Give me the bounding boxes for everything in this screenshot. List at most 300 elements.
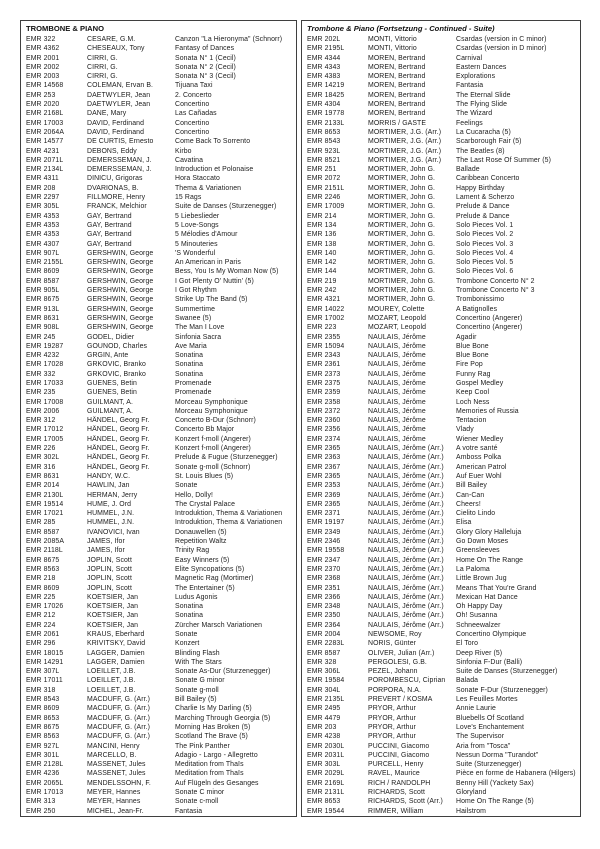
catalog-row [307,174,580,183]
ref-cell: EMR 4236 [26,770,60,778]
catalog-row [307,333,580,342]
composer-cell: MORTIMER, John G. [368,249,436,257]
ref-cell: EMR 17021 [26,510,64,518]
catalog-row [26,621,296,630]
catalog-row [26,100,296,109]
ref-cell: EMR 2375 [307,379,341,387]
composer-cell: OLIVER, Julian (Arr.) [368,649,435,657]
catalog-row [26,518,296,527]
ref-cell: EMR 8653 [26,714,60,722]
title-cell: 5 Mélodies d'Amour [175,231,238,239]
composer-cell: DE CURTIS, Ernesto [87,138,154,146]
composer-cell: GRGIN, Ante [87,352,129,360]
title-cell: Solo Pieces Vol. 2 [456,231,514,239]
catalog-row [26,249,296,258]
catalog-row [26,453,296,462]
composer-cell: JOPLIN, Scott [87,556,132,564]
catalog-row [26,714,296,723]
ref-cell: EMR 8543 [26,696,60,704]
composer-cell: NAULAIS, Jérôme [368,352,426,360]
composer-cell: JAMES, Ifor [87,538,125,546]
title-cell: Blinding Flash [175,649,220,657]
catalog-row [26,137,296,146]
title-cell: Sinfonia F-Dur (Balli) [456,658,523,666]
composer-cell: MEYER, Hannes [87,789,141,797]
catalog-row [307,193,580,202]
composer-cell: NAULAIS, Jérôme [368,361,426,369]
composer-cell: NAULAIS, Jérôme (Arr.) [368,463,444,471]
title-cell: Memories of Russia [456,407,519,415]
catalog-row [26,593,296,602]
ref-cell: EMR 301L [26,751,60,759]
catalog-row [26,323,296,332]
composer-cell: NAULAIS, Jérôme (Arr.) [368,519,444,527]
ref-cell: EMR 8675 [26,723,60,731]
ref-cell: EMR 8675 [26,296,60,304]
title-cell: Prelude & Fugue (Sturzenegger) [175,454,278,462]
catalog-row [307,360,580,369]
title-cell: Solo Pieces Vol. 1 [456,221,514,229]
ref-cell: EMR 2358 [307,398,341,406]
ref-cell: EMR 2133L [307,119,345,127]
composer-cell: PRYOR, Arthur [368,733,416,741]
catalog-row [307,463,580,472]
ref-cell: EMR 14577 [26,138,64,146]
ref-cell: EMR 2071L [26,156,64,164]
title-cell: Wiener Medley [456,435,504,443]
composer-cell: NAULAIS, Jérôme [368,417,426,425]
composer-cell: MOREN, Bertrand [368,101,426,109]
title-cell: Kirbo [175,147,192,155]
ref-cell: EMR 212 [26,612,56,620]
ref-cell: EMR 2368 [307,575,341,583]
title-cell: Cheers! [456,500,481,508]
title-cell: Caribbean Concerto [456,175,520,183]
composer-cell: MENDELSSOHN, F. [87,779,151,787]
title-cell: Elite Syncopations (5) [175,565,245,573]
ref-cell: EMR 251 [307,166,337,174]
catalog-row [26,119,296,128]
composer-cell: PUCCINI, Giacomo [368,751,430,759]
catalog-row [26,537,296,546]
composer-cell: NAULAIS, Jérôme (Arr.) [368,482,444,490]
title-cell: Ave Maria [175,342,207,350]
ref-cell: EMR 2118L [26,547,63,555]
composer-cell: HÄNDEL, Georg Fr. [87,426,150,434]
catalog-row [26,202,296,211]
composer-cell: NAULAIS, Jérôme (Arr.) [368,621,444,629]
catalog-row [307,602,580,611]
ref-cell: EMR 134 [307,221,337,229]
catalog-row [26,565,296,574]
title-cell: Gospel Medley [456,379,504,387]
ref-cell: EMR 2355 [307,333,341,341]
catalog-row [307,277,580,286]
title-cell: Sonatina [175,370,204,378]
catalog-row [307,797,580,806]
ref-cell: EMR 2365 [307,472,341,480]
title-cell: Swanee (5) [175,314,212,322]
title-cell: Fire Pop [456,361,483,369]
composer-cell: NAULAIS, Jérôme (Arr.) [368,603,444,611]
catalog-row [26,788,296,797]
catalog-row [307,546,580,555]
catalog-row [26,649,296,658]
ref-cell: EMR 8587 [26,277,60,285]
title-cell: Home On The Range [456,556,524,564]
title-cell: Sonate [175,631,198,638]
composer-cell: LAGGER, Damien [87,658,145,666]
title-cell: Les Feuilles Mortes [456,696,518,704]
ref-cell: EMR 908L [26,324,60,332]
catalog-row [26,72,296,81]
ref-cell: EMR 2370 [307,565,341,573]
title-cell: Eastern Dances [456,63,507,71]
title-cell: Morceau Symphonique [175,407,248,415]
catalog-row [26,751,296,760]
title-cell: Repetition Waltz [175,538,227,546]
ref-cell: EMR 923L [307,147,341,155]
catalog-row [26,723,296,732]
composer-cell: GERSHWIN, George [87,324,154,332]
title-cell: Love's Enchantement [456,723,524,731]
composer-cell: GERSHWIN, George [87,249,154,257]
composer-cell: MOREN, Bertrand [368,110,426,118]
composer-cell: NAULAIS, Jérôme (Arr.) [368,584,444,592]
composer-cell: DAVID, Ferdinand [87,119,145,127]
title-cell: Mexican Hat Dance [456,593,518,601]
title-cell: Scarborough Fair (5) [456,138,522,146]
ref-cell: EMR 2072 [307,175,341,183]
composer-cell: MORRIS / GASTE [368,119,427,127]
catalog-row [307,72,580,81]
ref-cell: EMR 4343 [307,63,341,71]
composer-cell: KRAUS, Eberhard [87,631,145,638]
composer-cell: KOETSIER, Jan [87,612,139,620]
composer-cell: IVANOVICI, Ivan [87,528,140,536]
ref-cell: EMR 214 [307,212,337,220]
title-cell: Solo Pieces Vol. 6 [456,268,514,276]
catalog-row [307,370,580,379]
ref-cell: EMR 2151L [307,184,345,192]
ref-cell: EMR 8543 [307,138,341,146]
catalog-row [26,481,296,490]
title-cell: Concertino [175,128,210,136]
composer-cell: DAVID, Ferdinand [87,128,145,136]
ref-cell: EMR 2353 [307,482,341,490]
catalog-row [307,593,580,602]
catalog-row [307,537,580,546]
catalog-row [307,584,580,593]
ref-cell: EMR 144 [307,268,337,276]
ref-cell: EMR 2085A [26,538,65,546]
title-cell: 2. Concerto [175,91,212,99]
composer-cell: MOZART, Leopold [368,314,427,322]
title-cell: Vlady [456,426,474,434]
composer-cell: GERSHWIN, George [87,314,154,322]
composer-cell: NAULAIS, Jérôme (Arr.) [368,565,444,573]
catalog-row [307,481,580,490]
ref-cell: EMR 18425 [307,91,345,99]
ref-cell: EMR 8653 [307,128,341,136]
catalog-row [26,416,296,425]
ref-cell: EMR 19544 [307,807,345,815]
catalog-row [26,528,296,537]
catalog-row [307,379,580,388]
title-cell: Concertino [175,101,210,109]
title-cell: Solo Pieces Vol. 5 [456,259,514,267]
title-cell: St. Louis Blues (5) [175,472,234,480]
composer-cell: MOREN, Bertrand [368,73,426,81]
ref-cell: EMR 2346 [307,538,341,546]
ref-cell: EMR 2283L [307,640,345,648]
composer-cell: RAVEL, Maurice [368,770,420,778]
catalog-row [307,742,580,751]
title-cell: An American in Paris [175,259,241,267]
composer-cell: NAULAIS, Jérôme (Arr.) [368,547,444,555]
catalog-row [307,695,580,704]
ref-cell: EMR 2020 [26,101,60,109]
catalog-row [26,463,296,472]
composer-cell: PURCELL, Henry [368,761,424,769]
title-cell: Trombonissimo [456,296,505,304]
composer-cell: NEWSOME, Roy [368,631,422,638]
title-cell: Lament & Scherzo [456,194,515,202]
title-cell: Charlie Is My Darling (5) [175,705,252,713]
catalog-row [26,444,296,453]
ref-cell: EMR 304L [307,686,341,694]
composer-cell: PRYOR, Arthur [368,705,416,713]
composer-cell: MORTIMER, J.G. (Arr.) [368,147,442,155]
ref-cell: EMR 17008 [26,398,64,406]
ref-cell: EMR 17003 [26,119,64,127]
ref-cell: EMR 2030L [307,742,345,750]
ref-cell: EMR 19514 [26,500,64,508]
title-cell: Sonate c-moll [175,798,219,806]
title-cell: Fantasy of Dances [175,45,235,53]
ref-cell: EMR 19584 [307,677,345,685]
title-cell: Schneewalzer [456,621,501,629]
catalog-row [26,174,296,183]
catalog-row [307,435,580,444]
ref-cell: EMR 8609 [26,584,60,592]
catalog-row [26,81,296,90]
ref-cell: EMR 316 [26,463,56,471]
catalog-row [307,165,580,174]
ref-cell: EMR 253 [26,91,56,99]
ref-cell: EMR 14291 [26,658,64,666]
catalog-row [26,602,296,611]
composer-cell: HUMMEL, J.N. [87,510,135,518]
catalog-row [307,769,580,778]
ref-cell: EMR 17028 [26,361,64,369]
title-cell: Sonate C minor [175,789,225,797]
title-cell: Sonatina [175,361,204,369]
title-cell: Can-Can [456,491,485,499]
title-cell: Ballade [456,166,480,174]
catalog-row [26,584,296,593]
composer-cell: MOREN, Bertrand [368,82,426,90]
catalog-row [26,258,296,267]
title-cell: Konzert f-moll (Angerer) [175,435,251,443]
composer-cell: GERSHWIN, George [87,305,154,313]
composer-cell: HÄNDEL, Georg Fr. [87,454,150,462]
ref-cell: EMR 2168L [26,110,64,118]
catalog-row [307,509,580,518]
ref-cell: EMR 8563 [26,565,60,573]
catalog-row [307,723,580,732]
title-cell: Auf Euer Wohl [456,472,502,480]
composer-cell: MORTIMER, John G. [368,166,436,174]
composer-cell: MACDUFF, G. (Arr.) [87,733,151,741]
catalog-row [307,658,580,667]
catalog-row [26,546,296,555]
catalog-row [26,695,296,704]
ref-cell: EMR 250 [26,807,56,815]
composer-cell: HUMMEL, J.N. [87,519,135,527]
ref-cell: EMR 245 [26,333,56,341]
composer-cell: JOPLIN, Scott [87,584,132,592]
catalog-row [26,509,296,518]
composer-cell: CIRRI, G. [87,63,118,71]
catalog-row [307,63,580,72]
ref-cell: EMR 303L [307,761,341,769]
title-cell: Trombone Concerto N° 3 [456,287,535,295]
composer-cell: HUME, J. Ord [87,500,132,508]
title-cell: Hailstrom [456,807,486,815]
ref-cell: EMR 2356 [307,426,341,434]
composer-cell: MORTIMER, John G. [368,203,436,211]
composer-cell: LOEILLET, J.B. [87,686,136,694]
composer-cell: GODEL, Didier [87,333,135,341]
ref-cell: EMR 2371 [307,510,341,518]
ref-cell: EMR 15094 [307,342,345,350]
title-cell: The Beatles (8) [456,147,505,155]
composer-cell: GOUNOD, Charles [87,342,148,350]
title-cell: Bill Bailey (5) [175,696,217,704]
catalog-row [26,742,296,751]
catalog-row [307,686,580,695]
composer-cell: MOREN, Bertrand [368,91,426,99]
composer-cell: HAWLIN, Jan [87,482,130,490]
catalog-row [26,676,296,685]
title-cell: Easy Winners (5) [175,556,230,564]
ref-cell: EMR 17009 [307,203,345,211]
ref-cell: EMR 2365 [307,500,341,508]
title-cell: Promenade [175,379,212,387]
composer-cell: RICHARDS, Scott (Arr.) [368,798,443,806]
ref-cell: EMR 4383 [307,73,341,81]
composer-cell: HÄNDEL, Georg Fr. [87,417,150,425]
catalog-row [307,184,580,193]
catalog-row [307,202,580,211]
title-cell: Konzert [175,640,200,648]
catalog-row [307,807,580,816]
catalog-row [307,147,580,156]
composer-cell: PEZEL, Johann [368,668,418,676]
title-cell: El Toro [456,640,479,648]
catalog-row [26,630,296,639]
composer-cell: CIRRI, G. [87,73,118,81]
title-cell: Adagio - Largo - Allegretto [175,751,258,759]
ref-cell: EMR 312 [26,417,56,425]
title-cell: Annie Laurie [456,705,496,713]
catalog-row [26,35,296,44]
ref-cell: EMR 8653 [307,798,341,806]
composer-cell: MORTIMER, John G. [368,296,436,304]
ref-cell: EMR 19287 [26,342,64,350]
title-cell: Scotland The Brave (5) [175,733,248,741]
title-cell: American Patrol [456,463,507,471]
title-cell: La Cucaracha (5) [456,128,511,136]
composer-cell: NAULAIS, Jérôme [368,379,426,387]
catalog-row [26,472,296,481]
composer-cell: NAULAIS, Jérôme [368,435,426,443]
catalog-row [26,760,296,769]
ref-cell: EMR 4238 [307,733,341,741]
catalog-row [307,351,580,360]
catalog-row [307,100,580,109]
ref-cell: EMR 2348 [307,603,341,611]
composer-cell: MASSENET, Jules [87,761,146,769]
composer-cell: PORPORA, N.A. [368,686,421,694]
ref-cell: EMR 305L [26,203,60,211]
title-cell: Sinfonia Sacra [175,333,222,341]
title-cell: Hello, Dolly! [175,491,214,499]
title-cell: Cavatina [175,156,203,164]
ref-cell: EMR 4321 [307,296,341,304]
title-cell: Concertino (Angerer) [456,324,523,332]
title-cell: 'S Wonderful [175,249,216,257]
title-cell: Amboss Polka [456,454,502,462]
ref-cell: EMR 8563 [26,733,60,741]
catalog-row [26,704,296,713]
catalog-row [26,639,296,648]
title-cell: Zürcher Marsch Variationen [175,621,263,629]
catalog-row [26,286,296,295]
composer-cell: NAULAIS, Jérôme (Arr.) [368,528,444,536]
title-cell: Sonata N° 1 (Cecil) [175,54,236,62]
composer-cell: FRANCK, Melchior [87,203,147,211]
catalog-row [26,351,296,360]
catalog-row [26,277,296,286]
composer-cell: NAULAIS, Jérôme (Arr.) [368,538,444,546]
ref-cell: EMR 219 [307,277,337,285]
title-cell: Home On The Range (5) [456,798,534,806]
composer-cell: GERSHWIN, George [87,277,154,285]
ref-cell: EMR 8587 [26,528,60,536]
ref-cell: EMR 2367 [307,463,341,471]
ref-cell: EMR 2155L [26,259,64,267]
ref-cell: EMR 2135L [307,696,345,704]
composer-cell: MOREN, Bertrand [368,54,426,62]
catalog-row [26,314,296,323]
catalog-row [26,732,296,741]
composer-cell: DEMERSSEMAN, J. [87,166,152,174]
ref-cell: EMR 2347 [307,556,341,564]
composer-cell: NAULAIS, Jérôme (Arr.) [368,472,444,480]
title-cell: The Eternal Slide [456,91,511,99]
ref-cell: EMR 2246 [307,194,341,202]
ref-cell: EMR 138 [307,240,337,248]
catalog-row [26,611,296,620]
composer-cell: MORTIMER, John G. [368,184,436,192]
composer-cell: LOEILLET, J.B. [87,677,136,685]
composer-cell: NAULAIS, Jérôme (Arr.) [368,510,444,518]
ref-cell: EMR 2495 [307,705,341,713]
composer-cell: NAULAIS, Jérôme [368,398,426,406]
title-cell: Come Back To Sorrento [175,138,251,146]
